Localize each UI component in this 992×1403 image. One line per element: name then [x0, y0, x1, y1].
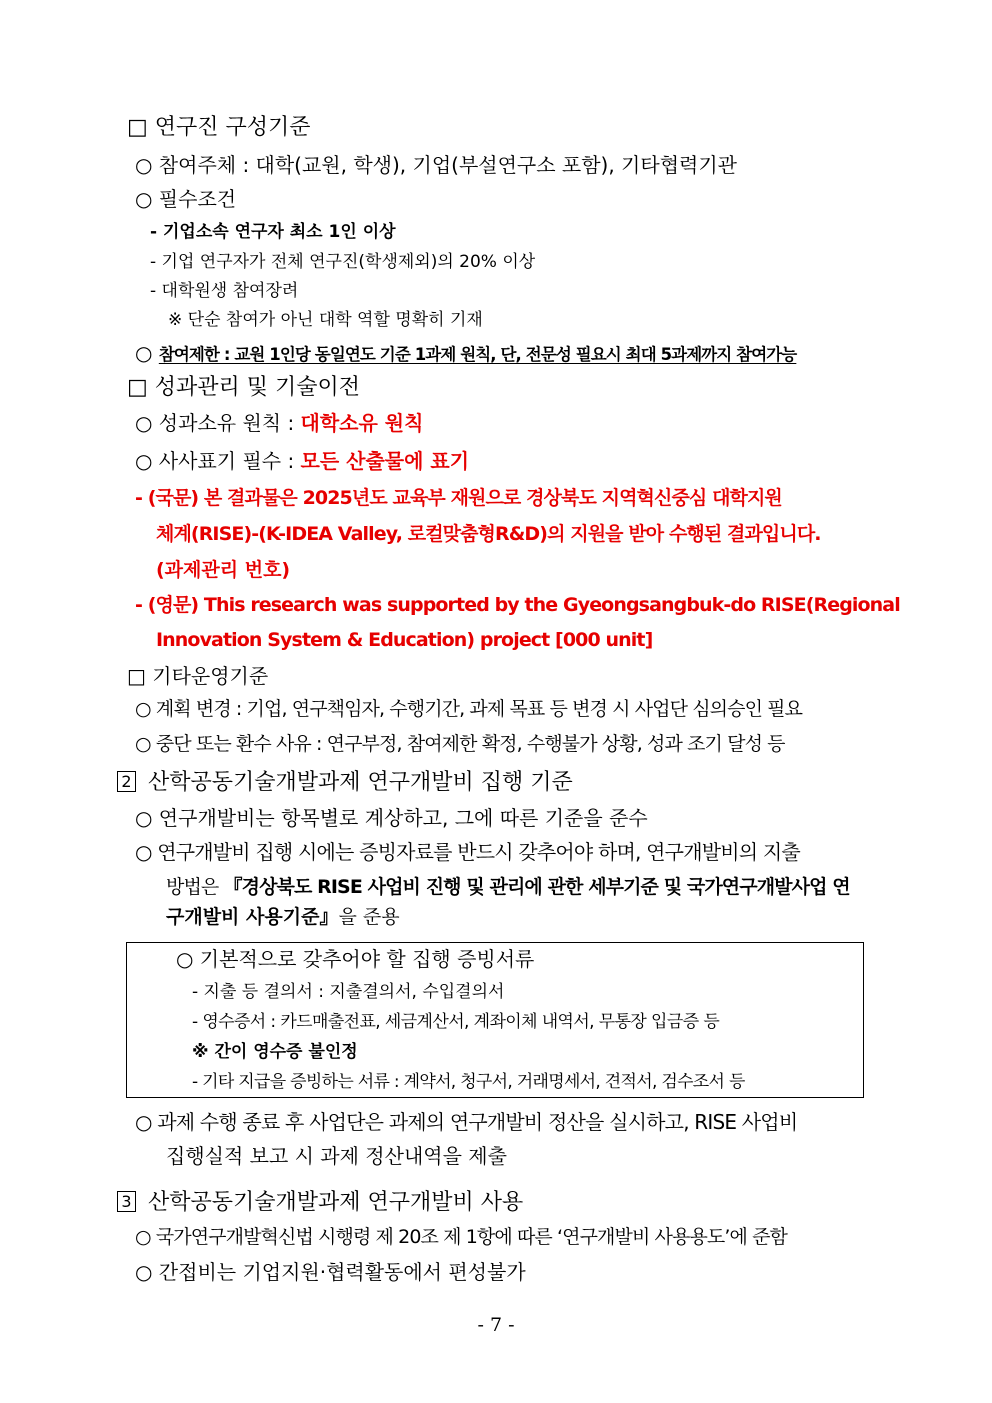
- limit-bullet: ○: [135, 341, 153, 365]
- required-title: ○ 필수조건: [135, 187, 237, 211]
- requirement-3: - 대학원생 참여장려: [150, 281, 299, 301]
- section2-p1: ○ 연구개발비는 항목별로 계상하고, 그에 따른 기준을 준수: [135, 806, 648, 830]
- section-heading-research-team: □ 연구진 구성기준: [127, 115, 311, 140]
- acknowledgment-value: 모든 산출물에 표기: [300, 449, 470, 473]
- limit-line: [135, 343, 796, 364]
- acknowledgment-label: ○ 사사표기 필수 :: [135, 449, 301, 473]
- section2-p2-line1: ○ 연구개발비 집행 시에는 증빙자료를 반드시 갖추어야 하며, 연구개발비의 지출: [135, 840, 800, 864]
- ack-korean-line-1: - (국문) 본 결과물은 2025년도 교육부 재원으로 경상북도 지역혁신중심 대학지원: [135, 487, 782, 509]
- section-heading-performance: □ 성과관리 및 기술이전: [127, 375, 361, 400]
- section3-p1: ○ 국가연구개발혁신법 시행령 제 20조 제 1항에 따른 ‘연구개발비 사용용도’에 준함: [135, 1226, 787, 1248]
- section2-p3-line1: ○ 과제 수행 종료 후 사업단은 과제의 연구개발비 정산을 실시하고, RISE 사업비: [135, 1110, 798, 1134]
- box-item-4: - 기타 지급을 증빙하는 서류 : 계약서, 청구서, 거래명세서, 견적서, 검수조서 등: [192, 1072, 745, 1092]
- page-number: - 7 -: [477, 1314, 515, 1336]
- section2-p2-line2: [166, 878, 850, 897]
- box-item-3: ※ 간이 영수증 불인정: [192, 1042, 358, 1062]
- ack-english-line-2: Innovation System & Education) project [000 unit]: [156, 629, 653, 651]
- requirement-3-note: ※ 단순 참여가 아닌 대학 역할 명확히 기재: [168, 310, 483, 330]
- section2-number: 2: [117, 771, 136, 792]
- requirement-2: - 기업 연구자가 전체 연구진(학생제외)의 20% 이상: [150, 252, 536, 272]
- participants-text: ○ 참여주체 : 대학(교원, 학생), 기업(부설연구소 포함), 기타협력기관: [135, 153, 737, 177]
- ack-english-line-1: - (영문) This research was supported by the Gyeongsangbuk-do RISE(Regional: [135, 594, 900, 616]
- section2-p2-line3-a: 구개발비 사용기준』: [166, 906, 339, 928]
- ack-korean-line-2: 체계(RISE)-(K-IDEA Valley, 로컬맞춤형R&D)의 지원을 받아 수행된 결과입니다.: [156, 523, 821, 545]
- section2-p2-line3-b: 을 준용: [338, 906, 400, 928]
- box-item-2: - 영수증서 : 카드매출전표, 세금계산서, 계좌이체 내역서, 무통장 입금증 등: [192, 1012, 720, 1032]
- box-item-1: - 지출 등 결의서 : 지출결의서, 수입결의서: [192, 982, 505, 1002]
- section-heading-other: □ 기타운영기준: [127, 664, 269, 688]
- ownership-label: ○ 성과소유 원칙 :: [135, 411, 301, 435]
- section2-p2-line3: [166, 908, 400, 927]
- acknowledgment-line: [135, 451, 469, 471]
- section2-p2-line2-b: 『경상북도 RISE 사업비 진행 및 관리에 관한 세부기준 및 국가연구개발사업 연: [223, 876, 850, 898]
- ownership-value: 대학소유 원칙: [300, 411, 424, 435]
- section3-title: 산학공동기술개발과제 연구개발비 사용: [148, 1190, 524, 1215]
- section2-p3-line2: 집행실적 보고 시 과제 정산내역을 제출: [166, 1144, 507, 1168]
- box-title: ○ 기본적으로 갖추어야 할 집행 증빙서류: [176, 947, 535, 971]
- stop-reason-text: ○ 중단 또는 환수 사유 : 연구부정, 참여제한 확정, 수행불가 상황, 성과 조기 달성 등: [135, 733, 785, 755]
- plan-change-text: ○ 계획 변경 : 기업, 연구책임자, 수행기간, 과제 목표 등 변경 시 사업단 심의승인 필요: [135, 698, 803, 720]
- requirement-1: - 기업소속 연구자 최소 1인 이상: [150, 222, 396, 242]
- section2-heading: [117, 771, 573, 794]
- section3-p2: ○ 간접비는 기업지원·협력활동에서 편성불가: [135, 1260, 526, 1284]
- ownership-line: [135, 413, 423, 433]
- section3-number: 3: [117, 1191, 136, 1212]
- section2-title: 산학공동기술개발과제 연구개발비 집행 기준: [148, 770, 573, 795]
- section2-p2-line2-a: 방법은: [166, 876, 224, 898]
- ack-korean-line-3: (과제관리 번호): [156, 559, 291, 581]
- participation-limit-text: 참여제한 : 교원 1인당 동일연도 기준 1과제 원칙, 단, 전문성 필요시 최대 5과제까지 참여가능: [158, 345, 797, 364]
- section3-heading: [117, 1191, 523, 1214]
